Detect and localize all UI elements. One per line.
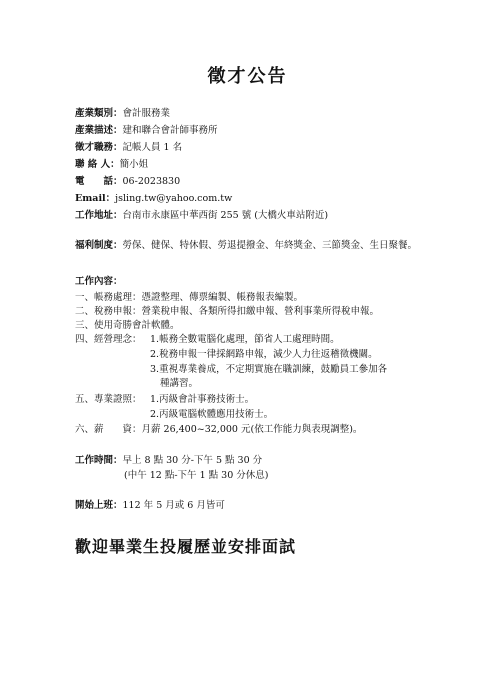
phone-value: 06-2023830 [122, 176, 181, 187]
contact-label: 聯 絡 人： [75, 159, 120, 170]
job-item-4-point-2: 2.稅務申報一律採網路申報，減少人力往返稽徵機關。 [150, 349, 378, 360]
position-row [75, 142, 182, 154]
job-item-6: 六、薪 資：月薪 26,400~32,000 元(依工作能力與表現調整)。 [75, 424, 363, 435]
job-item-4-point-3: 3.重視專業養成，不定期實施在職訓練，鼓勵員工參加各 [150, 364, 388, 375]
start-value: 112 年 5 月或 6 月皆可 [122, 500, 225, 511]
hours-row [75, 455, 262, 467]
job-item-4-heading: 四、經營理念： [75, 334, 142, 345]
email-row [75, 193, 232, 205]
address-label: 工作地址： [75, 210, 123, 221]
job-item-1: 一、帳務處理：憑證整理、傳票編製、帳務報表編製。 [75, 292, 304, 303]
description-label: 產業描述： [75, 125, 123, 136]
phone-row [75, 176, 180, 188]
email-value: jsling.tw@yahoo.com.tw [115, 193, 233, 204]
job-item-3: 三、使用奇勝會計軟體。 [75, 320, 180, 331]
job-item-4-point-1: 1.帳務全數電腦化處理，節省人工處理時間。 [150, 334, 340, 345]
job-item-5-point-2: 2.丙級電腦軟體應用技術士。 [150, 409, 274, 420]
industry-row [75, 108, 170, 120]
start-row [75, 500, 225, 512]
closing-message: 歡迎畢業生投履歷並安排面試 [75, 537, 297, 556]
description-row [75, 125, 218, 137]
job-item-2: 二、稅務申報：營業稅申報、各類所得扣繳申報、營利事業所得稅申報。 [75, 306, 380, 317]
job-content-heading: 工作內容： [75, 276, 123, 287]
industry-value: 會計服務業 [122, 108, 171, 119]
address-value: 台南市永康區中華西街 255 號 (大橋火車站附近) [122, 210, 329, 221]
contact-row [75, 159, 148, 171]
hours-line-2: (中午 12 點-下午 1 點 30 分休息) [124, 470, 269, 481]
welfare-label: 福利制度： [75, 240, 123, 251]
phone-label: 電 話： [75, 176, 123, 187]
start-label: 開始上班： [75, 500, 123, 511]
description-value: 建和聯合會計師事務所 [122, 125, 218, 136]
job-item-5-heading: 五、專業證照： [75, 394, 142, 405]
contact-value: 簡小姐 [119, 159, 149, 170]
email-label: Email： [75, 193, 116, 204]
position-label: 徵才職務： [75, 142, 123, 153]
address-row [75, 210, 328, 222]
welfare-value: 勞保、健保、特休假、勞退提撥金、年終獎金、三節獎金、生日聚餐。 [122, 240, 418, 251]
position-value: 記帳人員 1 名 [122, 142, 183, 153]
job-item-4-point-3-cont: 種講習。 [160, 378, 199, 389]
page-title: 徵才公告 [207, 66, 288, 87]
hours-label: 工作時間： [75, 455, 123, 466]
welfare-row [75, 240, 417, 252]
hours-line-1: 早上 8 點 30 分-下午 5 點 30 分 [122, 455, 263, 466]
job-item-5-point-1: 1.丙級會計事務技術士。 [150, 394, 255, 405]
industry-label: 產業類別： [75, 108, 123, 119]
